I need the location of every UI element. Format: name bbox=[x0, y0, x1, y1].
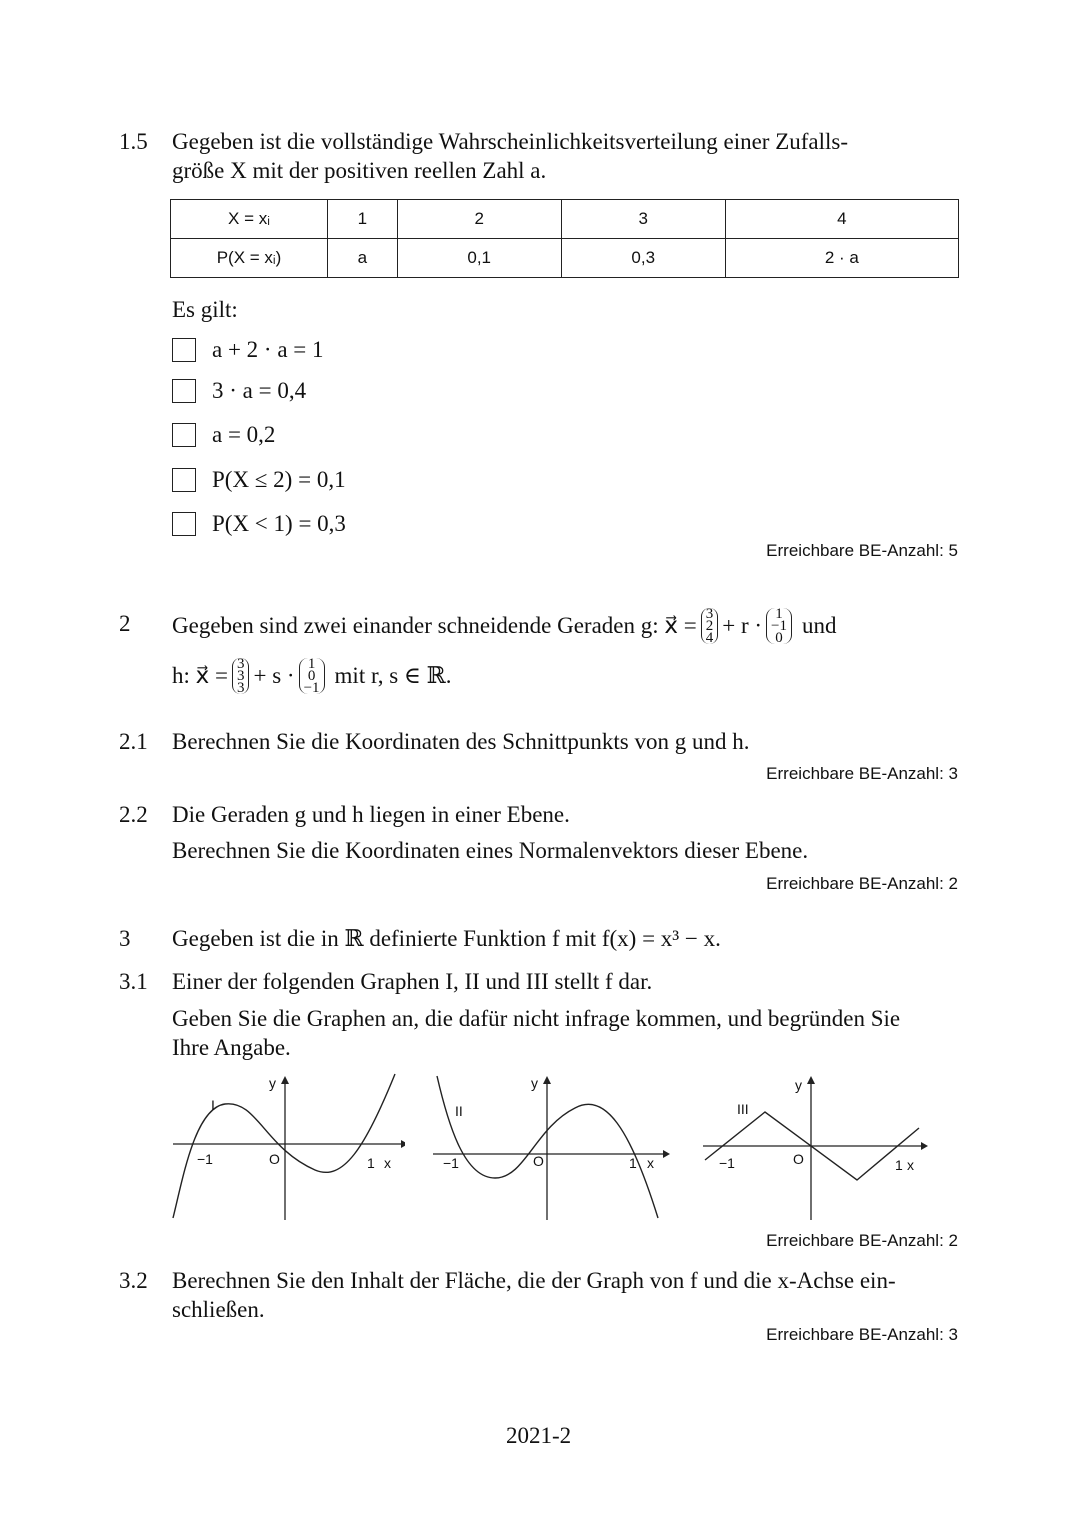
g-support-vector bbox=[701, 608, 719, 644]
be-count-1-5: Erreichbare BE-Anzahl: 5 bbox=[766, 541, 958, 560]
line-g-text: Gegeben sind zwei einander schneidende Geraden g: x⃗ = bbox=[172, 613, 697, 638]
tick-minus-one: −1 bbox=[197, 1151, 213, 1167]
x-axis-label: x bbox=[647, 1155, 654, 1171]
checkbox[interactable] bbox=[172, 379, 196, 403]
h-operator: + s · bbox=[253, 663, 295, 688]
origin-label: O bbox=[269, 1151, 280, 1167]
vector-component: 3 bbox=[236, 668, 245, 684]
option-4[interactable] bbox=[172, 466, 346, 494]
task-number-2-2: 2.2 bbox=[119, 802, 148, 827]
be-count-2-2: Erreichbare BE-Anzahl: 2 bbox=[766, 874, 958, 893]
task-number-2: 2 bbox=[119, 611, 131, 636]
h-support-vector bbox=[232, 658, 250, 694]
line-h-equation bbox=[172, 646, 456, 706]
line-h-label: h: x⃗ = bbox=[172, 663, 228, 688]
checkbox[interactable] bbox=[172, 423, 196, 447]
table-cell: 3 bbox=[561, 200, 725, 239]
task-3-text: Gegeben ist die in ℝ definierte Funktion f mit f(x) = x³ − x. bbox=[172, 926, 721, 951]
option-label: 3 · a = 0,4 bbox=[212, 378, 307, 403]
g-operator: + r · bbox=[722, 613, 763, 638]
y-axis-label: y bbox=[269, 1075, 276, 1091]
origin-label: O bbox=[533, 1153, 544, 1169]
tick-minus-one: −1 bbox=[443, 1155, 459, 1171]
task-3-1-text-line1: Einer der folgenden Graphen I, II und III stellt f dar. bbox=[172, 969, 653, 994]
y-axis-label: y bbox=[795, 1077, 802, 1093]
und-text: und bbox=[801, 613, 837, 638]
task-3-1-text-line3: Ihre Angabe. bbox=[172, 1035, 291, 1060]
task-2-2-text-line1: Die Geraden g und h liegen in einer Ebene. bbox=[172, 802, 570, 827]
probability-distribution-table bbox=[170, 199, 959, 278]
x-axis-arrow-icon bbox=[663, 1150, 670, 1158]
graph-i bbox=[165, 1068, 405, 1224]
page-number: 2021-2 bbox=[506, 1423, 572, 1448]
table-cell: 2 bbox=[397, 200, 561, 239]
task-number-2-1: 2.1 bbox=[119, 729, 148, 754]
vector-component: −1 bbox=[303, 680, 320, 696]
vector-component: 3 bbox=[236, 656, 245, 672]
task-2-2-text-line2: Berechnen Sie die Koordinaten eines Normalenvektors dieser Ebene. bbox=[172, 838, 809, 863]
graph-curve bbox=[173, 1074, 395, 1218]
h-direction-vector bbox=[299, 658, 325, 694]
x-axis-arrow-icon bbox=[921, 1142, 928, 1150]
option-label: P(X < 1) = 0,3 bbox=[212, 511, 346, 536]
option-label: a = 0,2 bbox=[212, 422, 276, 447]
table-cell-header-x: X = xᵢ bbox=[171, 200, 328, 239]
graph-ii bbox=[425, 1068, 670, 1224]
origin-label: O bbox=[793, 1151, 804, 1167]
table-cell-header-p: P(X = xᵢ) bbox=[171, 239, 328, 278]
table-cell: 2 · a bbox=[725, 239, 958, 278]
option-5[interactable] bbox=[172, 510, 346, 538]
y-axis-arrow-icon bbox=[543, 1076, 551, 1084]
y-axis-arrow-icon bbox=[807, 1076, 815, 1084]
x-axis-arrow-icon bbox=[401, 1140, 405, 1148]
table-cell: 1 bbox=[328, 200, 398, 239]
be-count-2-1: Erreichbare BE-Anzahl: 3 bbox=[766, 764, 958, 783]
option-label: a + 2 · a = 1 bbox=[212, 337, 324, 362]
tick-minus-one: −1 bbox=[719, 1155, 735, 1171]
vector-component: 3 bbox=[705, 606, 714, 622]
checkbox[interactable] bbox=[172, 512, 196, 536]
es-gilt-label: Es gilt: bbox=[172, 297, 238, 322]
x-axis-label: x bbox=[384, 1155, 391, 1171]
vector-component: −1 bbox=[771, 618, 787, 634]
vector-component: 1 bbox=[307, 656, 316, 672]
vector-component: 0 bbox=[307, 668, 316, 684]
option-3[interactable] bbox=[172, 421, 275, 449]
g-direction-vector bbox=[766, 608, 792, 644]
graph-label: III bbox=[737, 1101, 749, 1117]
tick-one: 1 bbox=[629, 1155, 637, 1171]
vector-component: 2 bbox=[705, 618, 714, 634]
graph-iii bbox=[695, 1068, 935, 1224]
option-2[interactable] bbox=[172, 377, 306, 405]
y-axis-label: y bbox=[531, 1075, 538, 1091]
vector-component: 4 bbox=[705, 630, 714, 646]
table-row-values bbox=[171, 200, 959, 239]
tick-one: 1 bbox=[895, 1157, 903, 1173]
table-cell: 0,3 bbox=[561, 239, 725, 278]
tick-one: 1 bbox=[367, 1155, 375, 1171]
option-1[interactable] bbox=[172, 336, 324, 364]
graph-label: II bbox=[455, 1103, 463, 1119]
option-label: P(X ≤ 2) = 0,1 bbox=[212, 467, 346, 492]
be-count-3-1: Erreichbare BE-Anzahl: 2 bbox=[766, 1231, 958, 1250]
task-1-5-text-line1: Gegeben ist die vollständige Wahrscheinlichkeitsverteilung einer Zufalls- bbox=[172, 129, 849, 154]
task-number-3-2: 3.2 bbox=[119, 1268, 148, 1293]
vector-component: 3 bbox=[236, 680, 245, 696]
x-axis-label: x bbox=[907, 1157, 914, 1173]
vector-component: 1 bbox=[775, 606, 783, 622]
be-count-3-2: Erreichbare BE-Anzahl: 3 bbox=[766, 1325, 958, 1344]
task-1-5-text-line2: größe X mit der positiven reellen Zahl a. bbox=[172, 158, 547, 183]
table-cell: a bbox=[328, 239, 398, 278]
task-3-1-text-line2: Geben Sie die Graphen an, die dafür nicht infrage kommen, und begründen Sie bbox=[172, 1006, 901, 1031]
vector-component: 0 bbox=[775, 630, 783, 646]
task-3-2-text-line2: schließen. bbox=[172, 1297, 265, 1322]
task-3-2-text-line1: Berechnen Sie den Inhalt der Fläche, die der Graph von f und die x-Achse ein- bbox=[172, 1268, 896, 1293]
y-axis-arrow-icon bbox=[281, 1076, 289, 1084]
task-2-1-text: Berechnen Sie die Koordinaten des Schnittpunkts von g und h. bbox=[172, 729, 750, 754]
table-cell: 4 bbox=[725, 200, 958, 239]
h-tail-text: mit r, s ∈ ℝ. bbox=[334, 663, 452, 688]
checkbox[interactable] bbox=[172, 338, 196, 362]
task-number-1-5: 1.5 bbox=[119, 129, 148, 154]
table-row-probabilities bbox=[171, 239, 959, 278]
task-number-3-1: 3.1 bbox=[119, 969, 148, 994]
table-cell: 0,1 bbox=[397, 239, 561, 278]
graph-label: I bbox=[211, 1097, 215, 1113]
checkbox[interactable] bbox=[172, 468, 196, 492]
task-number-3: 3 bbox=[119, 926, 131, 951]
